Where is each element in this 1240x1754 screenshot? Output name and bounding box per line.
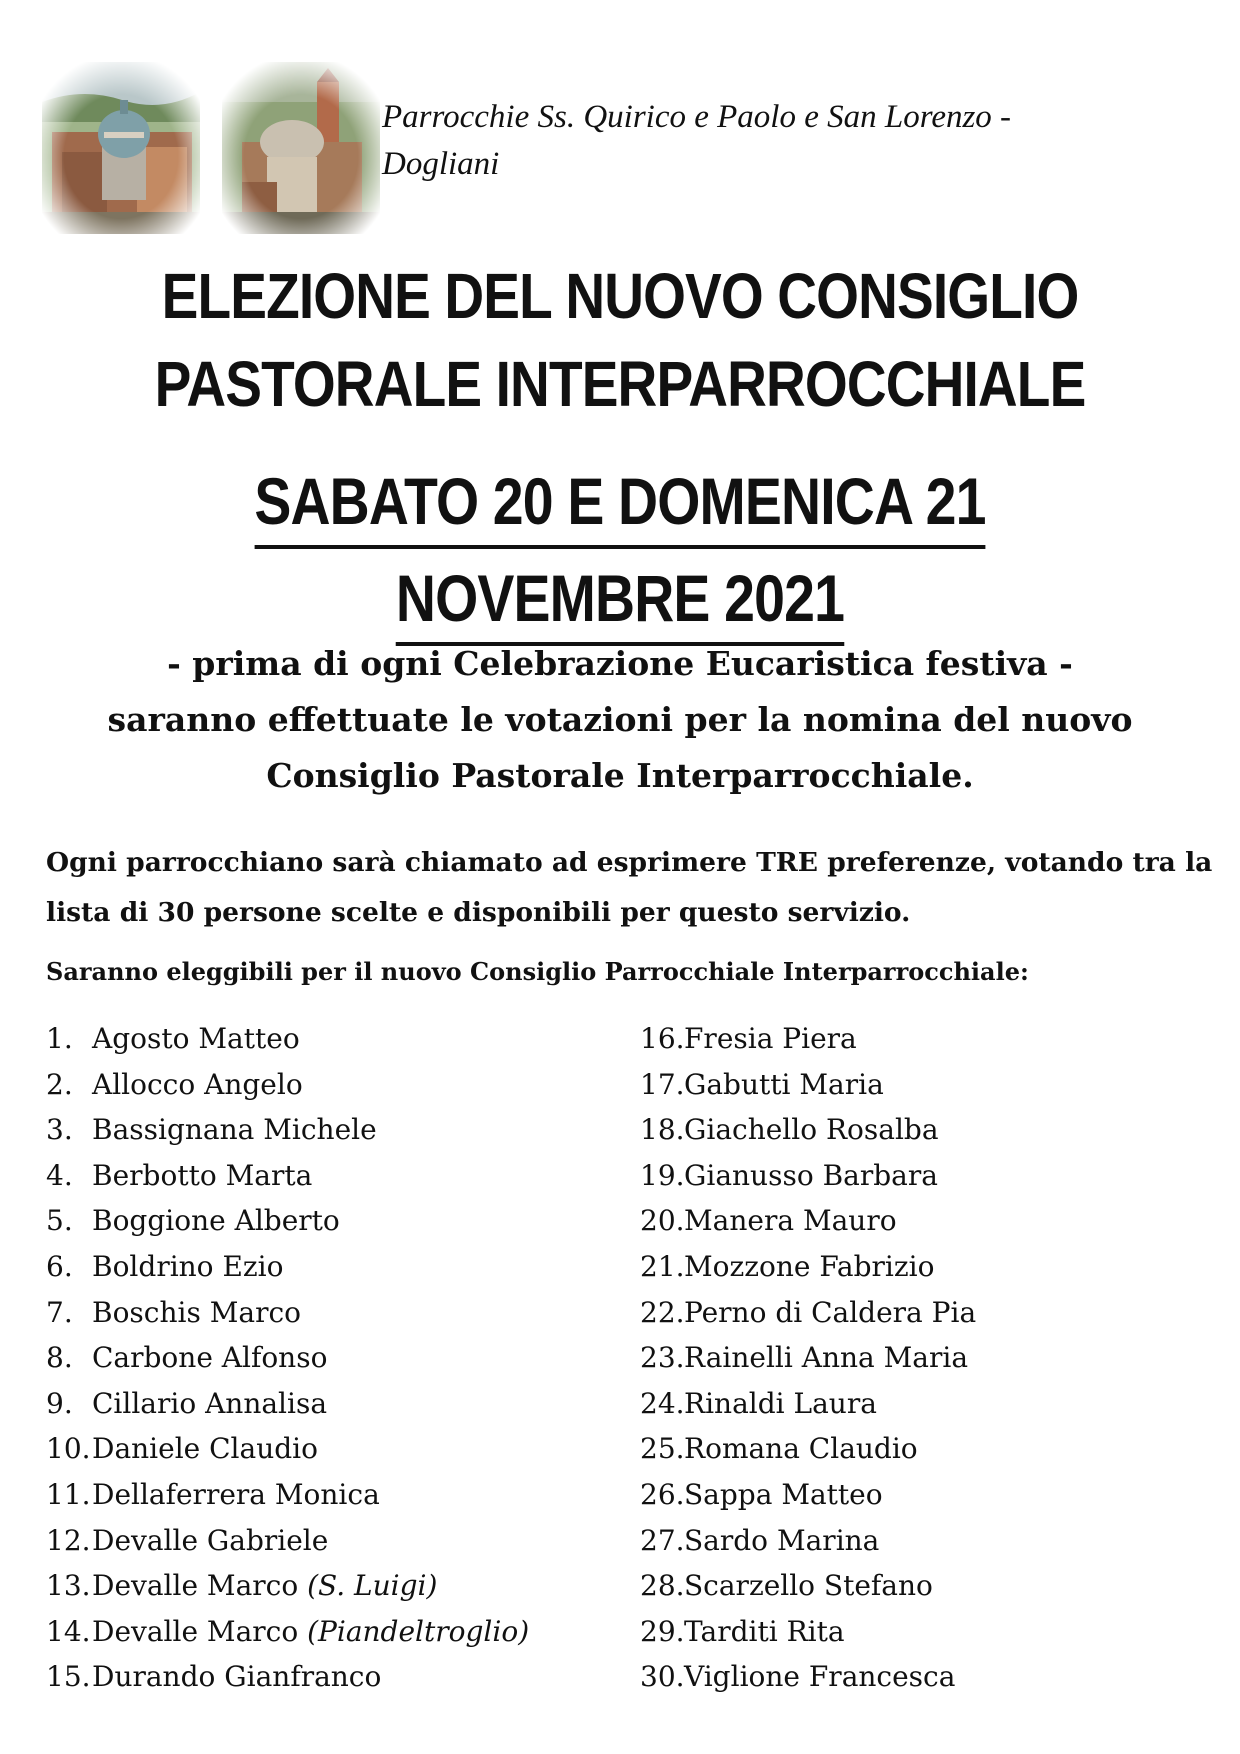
- intro-line1: - prima di ogni Celebrazione Eucaristica festiva -: [167, 644, 1073, 683]
- candidate-name: Agosto Matteo: [92, 1022, 300, 1055]
- parish-name: [382, 94, 1202, 188]
- church-belltower-photo: [222, 62, 380, 234]
- candidate-name: Carbone Alfonso: [92, 1341, 328, 1375]
- candidate-number: 16.: [640, 1022, 685, 1055]
- candidate-item: [46, 1563, 529, 1609]
- parish-name-line1: Parrocchie Ss. Quirico e Paolo e San Lorenzo -: [382, 99, 1012, 135]
- candidate-number: 11.: [46, 1477, 91, 1511]
- candidate-item: [640, 1609, 976, 1655]
- candidate-item: [640, 1062, 976, 1108]
- candidate-item: [46, 1062, 529, 1108]
- candidate-item: [640, 1518, 976, 1564]
- main-title-line1: ELEZIONE DEL NUOVO CONSIGLIO: [161, 260, 1079, 332]
- candidate-number: 2.: [46, 1067, 73, 1101]
- candidate-name: Dellaferrera Monica: [92, 1477, 380, 1511]
- candidate-name: Gabutti Maria: [684, 1067, 884, 1101]
- parish-name-line2: Dogliani: [382, 146, 500, 182]
- candidate-name: Scarzello Stefano: [684, 1569, 933, 1603]
- candidate-item: [640, 1426, 976, 1472]
- candidate-item: [640, 1198, 976, 1244]
- candidate-name: Tarditi Rita: [684, 1614, 845, 1648]
- candidate-number: 27.: [640, 1523, 685, 1557]
- candidate-number: 19.: [640, 1158, 685, 1192]
- candidate-item: [640, 1654, 976, 1700]
- candidate-name: Viglione Francesca: [684, 1660, 956, 1694]
- candidate-item: [46, 1654, 529, 1700]
- candidate-name: Rainelli Anna Maria: [684, 1341, 969, 1375]
- candidate-number: 26.: [640, 1477, 685, 1511]
- candidate-name: Sappa Matteo: [684, 1477, 883, 1511]
- candidate-name: Perno di Caldera Pia: [684, 1295, 977, 1329]
- main-title: [87, 252, 1153, 428]
- candidate-number: 7.: [46, 1295, 73, 1329]
- candidate-name: Bassignana Michele: [92, 1113, 377, 1147]
- candidate-number: 17.: [640, 1067, 685, 1101]
- candidate-name: Devalle Marco: [92, 1614, 299, 1648]
- candidate-item: [640, 1244, 976, 1290]
- candidate-number: 3.: [46, 1113, 73, 1147]
- candidate-name: Manera Mauro: [684, 1204, 897, 1238]
- election-date-line2: NOVEMBRE 2021: [396, 558, 844, 646]
- candidate-name: Daniele Claudio: [92, 1432, 318, 1466]
- candidate-item: [46, 1518, 529, 1564]
- church-dome-photo: [42, 62, 200, 234]
- candidate-name: Devalle Marco: [92, 1569, 299, 1603]
- candidate-name: Boggione Alberto: [92, 1204, 340, 1238]
- candidate-item: [46, 1107, 529, 1153]
- main-title-line2: PASTORALE INTERPARROCCHIALE: [154, 348, 1086, 420]
- candidate-number: 6.: [46, 1249, 73, 1283]
- candidate-number: 1.: [46, 1022, 73, 1055]
- candidate-number: 25.: [640, 1432, 685, 1466]
- intro-line2: saranno effettuate le votazioni per la nomina del nuovo: [107, 700, 1133, 739]
- candidate-name: Sardo Marina: [684, 1523, 880, 1557]
- candidate-number: 13.: [46, 1569, 91, 1603]
- candidate-number: 28.: [640, 1569, 685, 1603]
- candidate-item: [46, 1290, 529, 1336]
- candidate-number: 29.: [640, 1614, 685, 1648]
- candidate-item: [46, 1335, 529, 1381]
- candidate-name: Devalle Gabriele: [92, 1523, 329, 1557]
- candidate-item: [46, 1472, 529, 1518]
- election-date: [99, 456, 1141, 650]
- candidate-note: (S. Luigi): [307, 1569, 438, 1603]
- candidate-number: 20.: [640, 1204, 685, 1238]
- candidate-number: 9.: [46, 1386, 73, 1420]
- candidate-number: 30.: [640, 1660, 685, 1694]
- candidate-name: Gianusso Barbara: [684, 1158, 938, 1192]
- church-dome-icon: [42, 62, 200, 234]
- candidate-note: (Piandeltroglio): [307, 1614, 530, 1648]
- candidate-item: [640, 1153, 976, 1199]
- candidate-number: 15.: [46, 1660, 91, 1694]
- candidate-number: 22.: [640, 1295, 685, 1329]
- church-belltower-icon: [222, 62, 380, 234]
- candidate-item: [46, 1153, 529, 1199]
- candidate-number: 21.: [640, 1249, 685, 1283]
- candidate-number: 14.: [46, 1614, 91, 1648]
- candidate-name: Boschis Marco: [92, 1295, 302, 1329]
- candidate-number: 5.: [46, 1204, 73, 1238]
- candidate-item: [46, 1381, 529, 1427]
- candidate-item: [640, 1290, 976, 1336]
- candidate-number: 10.: [46, 1432, 91, 1466]
- candidate-number: 18.: [640, 1113, 685, 1147]
- candidate-name: Mozzone Fabrizio: [684, 1249, 935, 1283]
- election-date-line1: SABATO 20 E DOMENICA 21: [254, 461, 985, 549]
- candidate-item: [46, 1198, 529, 1244]
- candidate-item: [640, 1563, 976, 1609]
- candidate-item: [46, 1016, 529, 1062]
- candidate-number: 24.: [640, 1386, 685, 1420]
- candidate-name: Rinaldi Laura: [684, 1386, 877, 1420]
- candidate-number: 8.: [46, 1341, 73, 1375]
- eligible-heading: Saranno eleggibili per il nuovo Consiglio Parrocchiale Interparrocchiale:: [46, 957, 1029, 986]
- candidate-list-right: [640, 1016, 976, 1700]
- candidate-item: [46, 1609, 529, 1655]
- candidate-number: 12.: [46, 1523, 91, 1557]
- candidate-name: Allocco Angelo: [92, 1067, 303, 1101]
- candidate-item: [640, 1016, 976, 1062]
- candidate-item: [46, 1244, 529, 1290]
- candidate-item: [640, 1472, 976, 1518]
- candidate-name: Durando Gianfranco: [92, 1660, 382, 1694]
- candidate-item: [640, 1381, 976, 1427]
- candidate-item: [640, 1335, 976, 1381]
- candidate-name: Romana Claudio: [684, 1432, 918, 1466]
- candidate-number: 4.: [46, 1158, 73, 1192]
- candidate-number: 23.: [640, 1341, 685, 1375]
- candidate-list-left: [46, 1016, 529, 1700]
- candidate-name: Berbotto Marta: [92, 1158, 313, 1192]
- candidate-item: [640, 1107, 976, 1153]
- intro-line3: Consiglio Pastorale Interparrocchiale.: [266, 756, 974, 795]
- candidate-name: Boldrino Ezio: [92, 1249, 284, 1283]
- voting-info: Ogni parrocchiano sarà chiamato ad esprimere TRE preferenze, votando tra la lista di 30 persone scelte e disponibili per questo servizio.: [46, 847, 1213, 928]
- candidate-name: Fresia Piera: [684, 1022, 857, 1055]
- candidate-name: Giachello Rosalba: [684, 1113, 939, 1147]
- candidate-item: [46, 1426, 529, 1472]
- intro-text: [0, 636, 1240, 804]
- candidate-name: Cillario Annalisa: [92, 1386, 328, 1420]
